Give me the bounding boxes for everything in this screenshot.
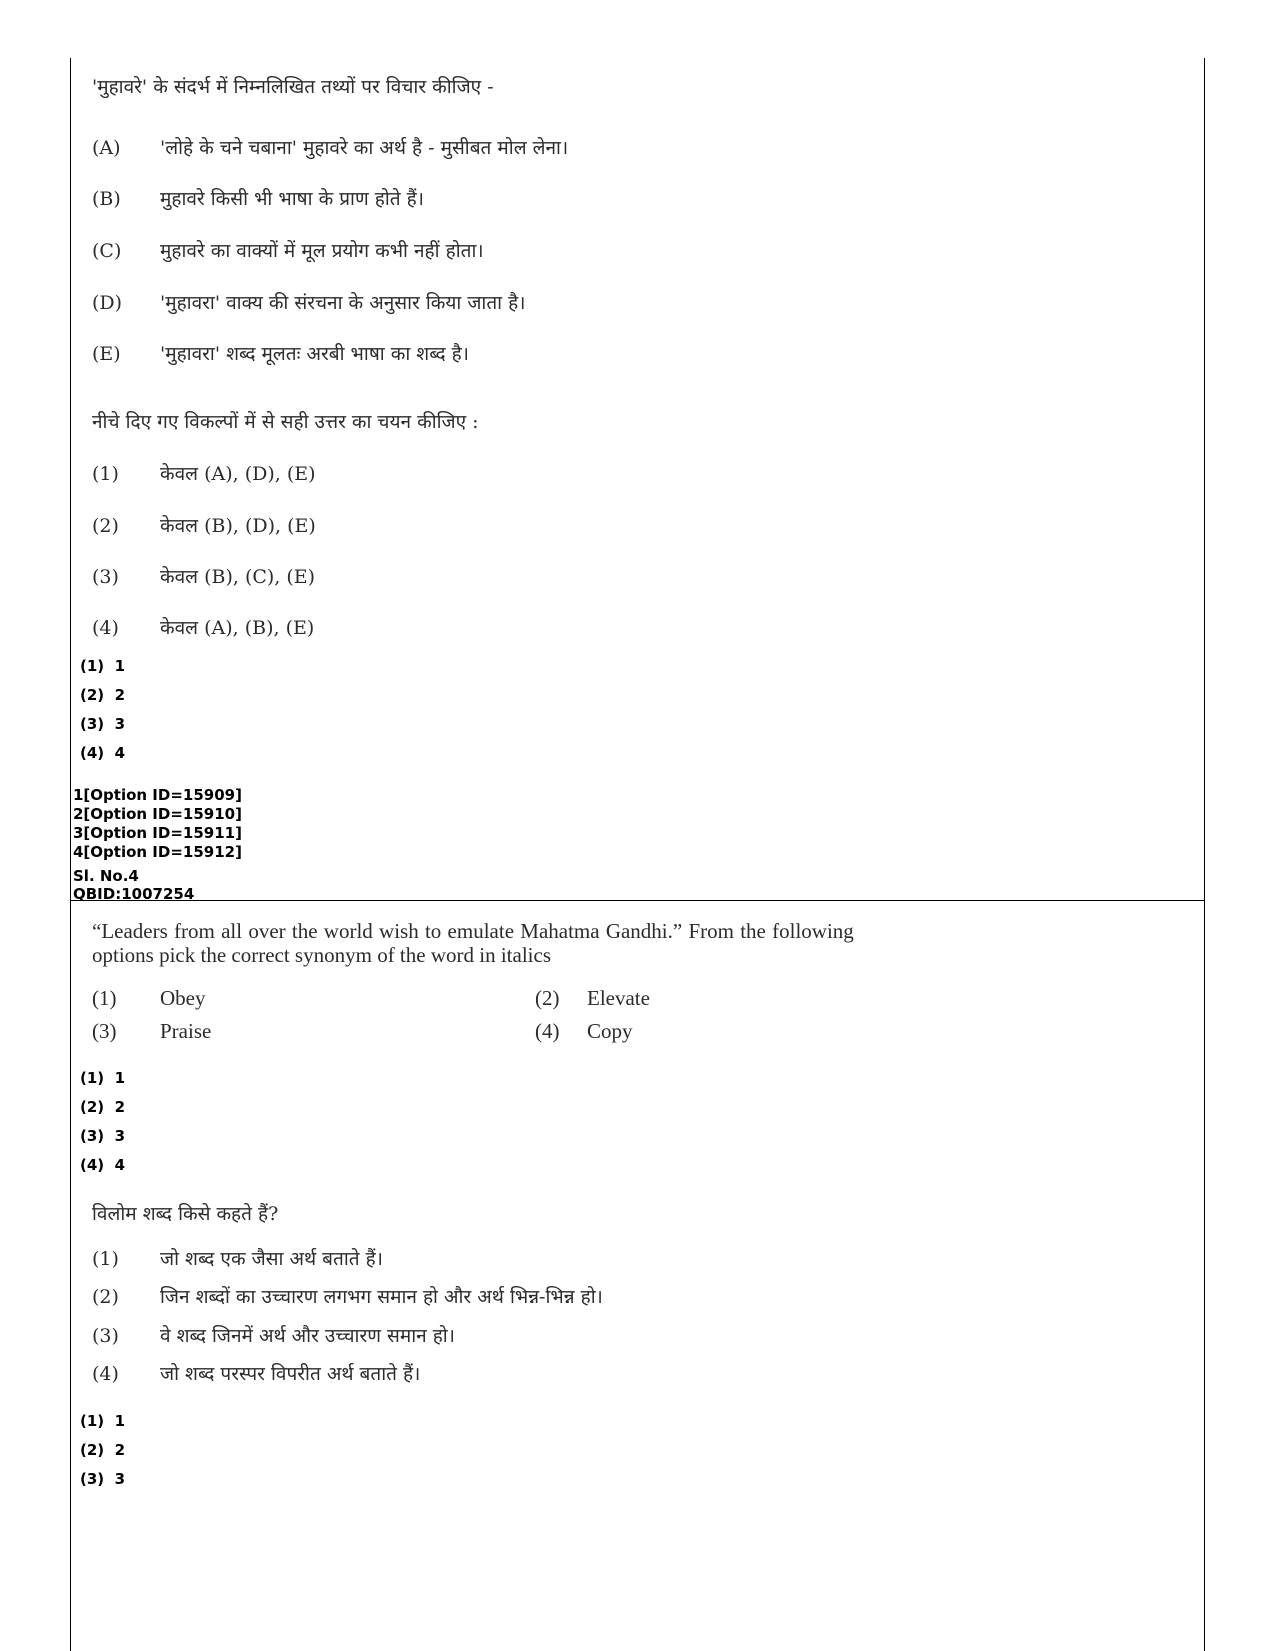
choice-2 bbox=[535, 986, 650, 1011]
serial-number: Sl. No.4 bbox=[73, 867, 139, 885]
choice-label: (1) bbox=[92, 1248, 119, 1270]
statement-d bbox=[92, 289, 525, 315]
option-id: 3[Option ID=15911] bbox=[73, 824, 242, 842]
answer-option-3[interactable]: (3) 3 bbox=[80, 715, 126, 733]
choice-label: (4) bbox=[535, 1019, 560, 1043]
qbid: QBID:1007254 bbox=[73, 885, 195, 903]
statement-text: मुहावरे किसी भी भाषा के प्राण होते हैं। bbox=[160, 188, 424, 210]
statement-c bbox=[92, 237, 484, 263]
choice-text: Obey bbox=[160, 986, 206, 1010]
option-id-list bbox=[73, 786, 242, 862]
choice-label: (4) bbox=[92, 617, 119, 639]
choice-text: जिन शब्दों का उच्चारण लगभग समान हो और अर्थ भिन्न-भिन्न हो। bbox=[160, 1286, 603, 1308]
choice-1 bbox=[92, 986, 206, 1011]
option-id: 4[Option ID=15912] bbox=[73, 843, 242, 861]
choice-3 bbox=[92, 1019, 211, 1044]
answer-option-3[interactable]: (3) 3 bbox=[80, 1470, 126, 1488]
option-id: 1[Option ID=15909] bbox=[73, 786, 242, 804]
choice-text: केवल (A), (B), (E) bbox=[160, 617, 315, 639]
statement-b bbox=[92, 185, 424, 211]
choose-prompt: नीचे दिए गए विकल्पों में से सही उत्तर का चयन कीजिए : bbox=[92, 411, 479, 433]
choice-4 bbox=[535, 1019, 633, 1044]
answer-option-2[interactable]: (2) 2 bbox=[80, 1441, 126, 1459]
question-text: विलोम शब्द किसे कहते हैं? bbox=[92, 1203, 279, 1225]
choice-text: Praise bbox=[160, 1019, 212, 1043]
choice-label: (4) bbox=[92, 1363, 119, 1385]
choice-text: केवल (B), (D), (E) bbox=[160, 515, 316, 537]
question-intro: 'मुहावरे' के संदर्भ में निम्नलिखित तथ्यों पर विचार कीजिए - bbox=[92, 76, 494, 98]
choice-label: (3) bbox=[92, 566, 119, 588]
choice-3 bbox=[92, 563, 315, 589]
question-text-line-2: options pick the correct synonym of the word in italics bbox=[92, 943, 551, 967]
answer-option-2[interactable]: (2) 2 bbox=[80, 686, 126, 704]
choice-2 bbox=[92, 512, 316, 538]
choice-4 bbox=[92, 614, 314, 640]
answer-option-4[interactable]: (4) 4 bbox=[80, 1156, 126, 1174]
option-id: 2[Option ID=15910] bbox=[73, 805, 242, 823]
statement-label: (D) bbox=[92, 292, 123, 314]
page-frame-right-border bbox=[1204, 58, 1205, 1651]
choice-label: (2) bbox=[92, 1286, 119, 1308]
choice-text: Elevate bbox=[587, 986, 650, 1010]
choice-text: जो शब्द एक जैसा अर्थ बताते हैं। bbox=[160, 1248, 383, 1270]
choice-label: (1) bbox=[92, 463, 119, 485]
choice-text: वे शब्द जिनमें अर्थ और उच्चारण समान हो। bbox=[160, 1325, 455, 1347]
answer-option-3[interactable]: (3) 3 bbox=[80, 1127, 126, 1145]
statement-text: 'मुहावरा' वाक्य की संरचना के अनुसार किया जाता है। bbox=[160, 292, 526, 314]
answer-option-4[interactable]: (4) 4 bbox=[80, 744, 126, 762]
question-text-line-1: “Leaders from all over the world wish to emulate Mahatma Gandhi.” From the following bbox=[92, 919, 854, 943]
statement-a bbox=[92, 134, 568, 160]
statement-text: 'लोहे के चने चबाना' मुहावरे का अर्थ है - मुसीबत मोल लेना। bbox=[160, 137, 569, 159]
choice-3 bbox=[92, 1322, 455, 1348]
choice-label: (3) bbox=[92, 1325, 119, 1347]
choice-label: (1) bbox=[92, 986, 117, 1010]
statement-text: 'मुहावरा' शब्द मूलतः अरबी भाषा का शब्द है। bbox=[160, 343, 469, 365]
statement-text: मुहावरे का वाक्यों में मूल प्रयोग कभी नहीं होता। bbox=[160, 240, 484, 262]
statement-label: (A) bbox=[92, 137, 121, 159]
choice-text: केवल (A), (D), (E) bbox=[160, 463, 316, 485]
choice-text: जो शब्द परस्पर विपरीत अर्थ बताते हैं। bbox=[160, 1363, 421, 1385]
answer-option-2[interactable]: (2) 2 bbox=[80, 1098, 126, 1116]
choice-1 bbox=[92, 1245, 383, 1271]
choice-4 bbox=[92, 1360, 420, 1386]
page-frame-left-border bbox=[70, 58, 71, 1651]
answer-option-1[interactable]: (1) 1 bbox=[80, 657, 126, 675]
statement-label: (C) bbox=[92, 240, 122, 262]
choice-label: (2) bbox=[92, 515, 119, 537]
statement-label: (E) bbox=[92, 343, 121, 365]
answer-option-1[interactable]: (1) 1 bbox=[80, 1412, 126, 1430]
choice-text: केवल (B), (C), (E) bbox=[160, 566, 316, 588]
answer-option-1[interactable]: (1) 1 bbox=[80, 1069, 126, 1087]
question-divider bbox=[70, 900, 1205, 901]
statement-e bbox=[92, 340, 469, 366]
choice-1 bbox=[92, 460, 316, 486]
choice-label: (3) bbox=[92, 1019, 117, 1043]
choice-label: (2) bbox=[535, 986, 560, 1010]
choice-2 bbox=[92, 1283, 603, 1309]
statement-label: (B) bbox=[92, 188, 121, 210]
choice-text: Copy bbox=[587, 1019, 633, 1043]
